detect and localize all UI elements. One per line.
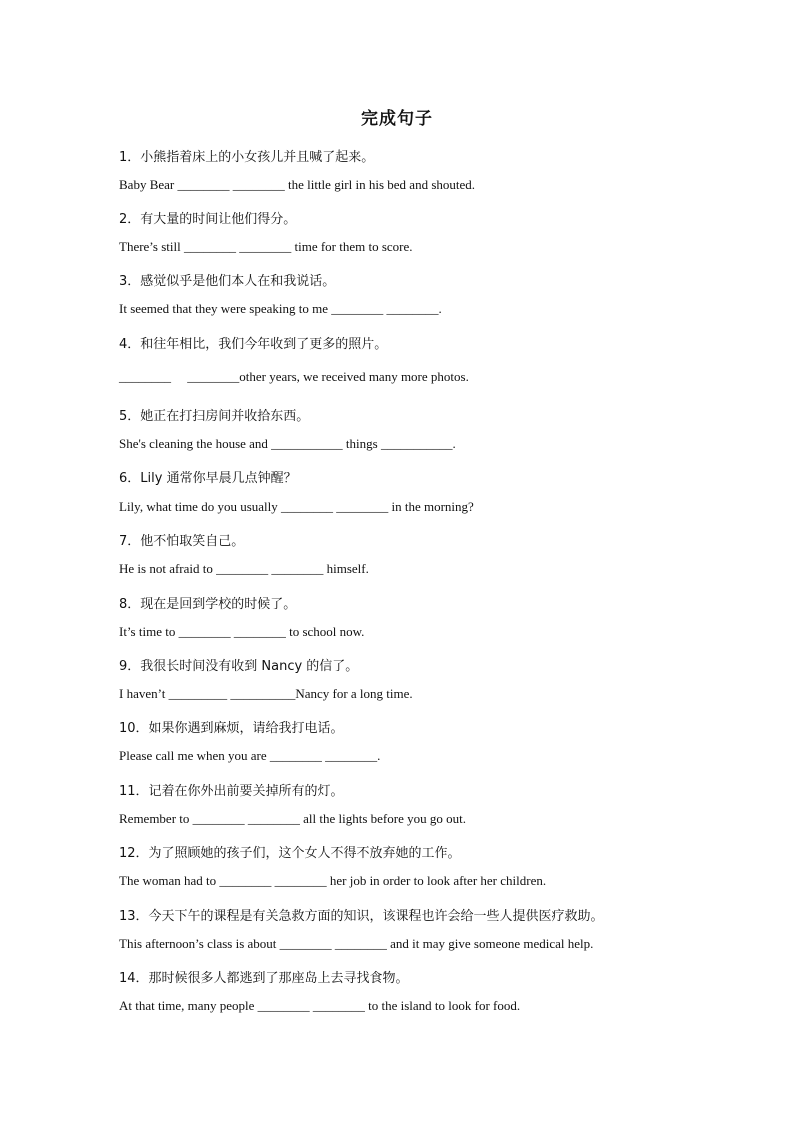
question-3-chinese: 3．感觉似乎是他们本人在和我说话。	[119, 274, 336, 289]
question-5-english: She's cleaning the house and ___________ things ___________.	[119, 436, 456, 451]
question-4-chinese: 4．和往年相比，我们今年收到了更多的照片。	[119, 337, 388, 352]
question-10-english: Please call me when you are ________ ________.	[119, 748, 381, 763]
question-7-chinese: 7．他不怕取笑自己。	[119, 534, 245, 549]
question-9-chinese: 9．我很长时间没有收到 Nancy 的信了。	[119, 659, 359, 674]
question-9-english: I haven’t _________ __________Nancy for a long time.	[119, 686, 413, 701]
question-14-chinese: 14．那时候很多人都逃到了那座岛上去寻找食物。	[119, 971, 409, 986]
question-12-english: The woman had to ________ ________ her job in order to look after her children.	[119, 873, 547, 888]
question-12-chinese: 12．为了照顾她的孩子们，这个女人不得不放弃她的工作。	[119, 846, 461, 861]
question-1-english: Baby Bear ________ ________ the little girl in his bed and shouted.	[119, 177, 476, 192]
question-13-english: This afternoon’s class is about ________ ________ and it may give someone medical help.	[119, 936, 594, 951]
page-title: 完成句子	[361, 109, 433, 129]
question-1-chinese: 1．小熊指着床上的小女孩儿并且喊了起来。	[119, 150, 375, 165]
question-8-english: It’s time to ________ ________ to school now.	[119, 624, 365, 639]
question-2-chinese: 2．有大量的时间让他们得分。	[119, 212, 297, 227]
question-14-english: At that time, many people ________ ________ to the island to look for food.	[119, 998, 521, 1013]
question-5-chinese: 5．她正在打扫房间并收拾东西。	[119, 409, 310, 424]
question-10-chinese: 10．如果你遇到麻烦，请给我打电话。	[119, 721, 344, 736]
question-7-english: He is not afraid to ________ ________ himself.	[119, 561, 369, 576]
question-13-chinese: 13．今天下午的课程是有关急救方面的知识，该课程也许会给一些人提供医疗救助。	[119, 909, 604, 924]
question-4-english: ________ ________other years, we received many more photos.	[119, 369, 469, 384]
question-11-chinese: 11．记着在你外出前要关掉所有的灯。	[119, 784, 344, 799]
question-6-chinese: 6．Lily 通常你早晨几点钟醒？	[119, 471, 297, 486]
question-6-english: Lily, what time do you usually ________ ________ in the morning?	[119, 499, 474, 514]
question-3-english: It seemed that they were speaking to me ________ ________.	[119, 301, 442, 316]
question-2-english: There’s still ________ ________ time for them to score.	[119, 239, 413, 254]
question-8-chinese: 8．现在是回到学校的时候了。	[119, 597, 297, 612]
question-11-english: Remember to ________ ________ all the lights before you go out.	[119, 811, 466, 826]
